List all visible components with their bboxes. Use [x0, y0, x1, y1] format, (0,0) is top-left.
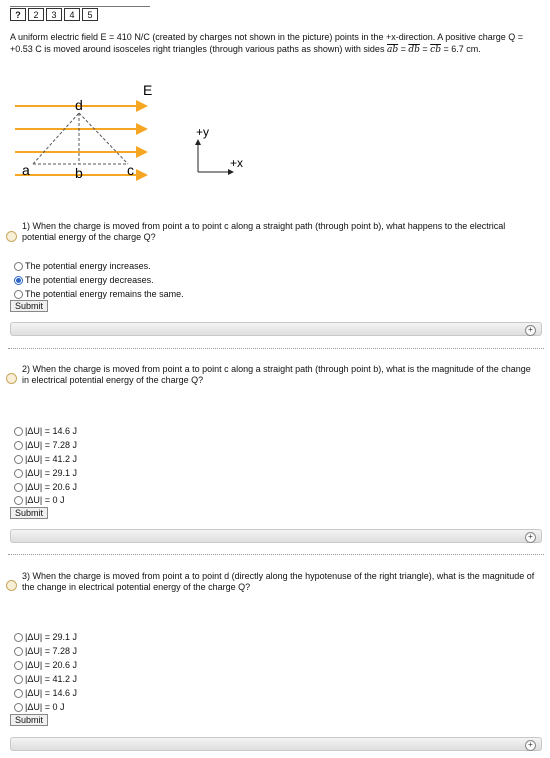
point-b-label: b [75, 165, 83, 181]
option-label: The potential energy remains the same. [25, 289, 184, 299]
radio-button[interactable] [14, 689, 23, 698]
question-status-icon [6, 373, 17, 384]
option-label: |ΔU| = 7.28 J [25, 440, 77, 450]
question-3-prompt: 3) When the charge is moved from point a to point d (directly along the hypotenuse of the right triangle), what is the magnitude of the change in electrical potential energy of the charge Q? [22, 571, 535, 592]
tab-help[interactable]: ? [10, 8, 26, 21]
q3-option-1[interactable] [14, 631, 77, 643]
y-axis-label: +y [196, 125, 210, 139]
option-label: |ΔU| = 14.6 J [25, 688, 77, 698]
top-divider [10, 6, 150, 7]
radio-button[interactable] [14, 661, 23, 670]
radio-button[interactable] [14, 675, 23, 684]
radio-button[interactable] [14, 427, 23, 436]
radio-button[interactable] [14, 483, 23, 492]
option-label: |ΔU| = 0 J [25, 495, 65, 505]
expand-icon[interactable]: + [525, 740, 536, 751]
option-label: |ΔU| = 14.6 J [25, 426, 77, 436]
q2-option-6[interactable] [14, 494, 64, 506]
question-3-text [10, 571, 540, 593]
q3-option-6[interactable] [14, 701, 64, 713]
radio-button[interactable] [14, 455, 23, 464]
question-status-icon [6, 231, 17, 242]
tab-2[interactable]: 2 [28, 8, 44, 21]
radio-button[interactable] [14, 647, 23, 656]
option-label: |ΔU| = 29.1 J [25, 468, 77, 478]
radio-button[interactable] [14, 290, 23, 299]
q2-hint-bar[interactable] [10, 529, 542, 543]
tab-4[interactable]: 4 [64, 8, 80, 21]
point-c-label: c [127, 162, 134, 178]
radio-button[interactable] [14, 633, 23, 642]
q3-option-5[interactable] [14, 687, 77, 699]
option-label: |ΔU| = 41.2 J [25, 674, 77, 684]
equals-sign: = [419, 44, 431, 54]
segment-ab: $\overline{ab}$ [386, 45, 399, 55]
q2-option-2[interactable] [14, 439, 77, 451]
tab-3[interactable]: 3 [46, 8, 62, 21]
section-divider [8, 554, 544, 555]
radio-button[interactable] [14, 703, 23, 712]
question-2-prompt: 2) When the charge is moved from point a to point c along a straight path (through point b), what is the magnitude of the change in electrical potential energy of the charge Q? [22, 364, 531, 385]
tab-5[interactable]: 5 [82, 8, 98, 21]
q3-option-2[interactable] [14, 645, 77, 657]
point-a-label: a [22, 162, 30, 178]
radio-button[interactable] [14, 469, 23, 478]
option-label: The potential energy increases. [25, 261, 151, 271]
q3-submit-button[interactable]: Submit [10, 714, 48, 726]
option-label: |ΔU| = 20.6 J [25, 660, 77, 670]
intro-text-end: = 6.7 cm. [440, 44, 481, 54]
q3-option-3[interactable] [14, 659, 77, 671]
q2-option-5[interactable] [14, 481, 77, 493]
question-1-text [10, 221, 540, 243]
option-label: The potential energy decreases. [25, 275, 154, 285]
q3-hint-bar[interactable] [10, 737, 542, 751]
q2-option-4[interactable] [14, 467, 77, 479]
triangle-side-ad [33, 113, 79, 164]
section-divider [8, 348, 544, 349]
problem-statement [10, 31, 540, 56]
radio-button[interactable] [14, 262, 23, 271]
q2-submit-button[interactable]: Submit [10, 507, 48, 519]
intro-text: A uniform electric field E = 410 N/C (created by charges not shown in the picture) points in the +x-direction. A positive charge Q = +0.53 C is moved around isosceles right triangles (through various paths as shown) with sides [10, 32, 524, 54]
question-2-text [10, 364, 540, 386]
option-label: |ΔU| = 29.1 J [25, 632, 77, 642]
option-label: |ΔU| = 41.2 J [25, 454, 77, 464]
q1-option-1[interactable] [14, 260, 151, 272]
q1-submit-button[interactable]: Submit [10, 300, 48, 312]
q2-option-1[interactable] [14, 425, 77, 437]
q1-option-3[interactable] [14, 288, 184, 300]
x-axis-label: +x [230, 156, 244, 170]
option-label: |ΔU| = 0 J [25, 702, 65, 712]
triangle-side-dc [79, 113, 128, 164]
electric-field-diagram [0, 80, 280, 185]
question-status-icon [6, 580, 17, 591]
field-label: E [143, 82, 153, 98]
expand-icon[interactable]: + [525, 325, 536, 336]
point-d-label: d [75, 97, 83, 113]
question-tabs [10, 8, 100, 21]
expand-icon[interactable]: + [525, 532, 536, 543]
radio-button[interactable] [14, 441, 23, 450]
option-label: |ΔU| = 20.6 J [25, 482, 77, 492]
equals-sign: = [398, 44, 409, 54]
radio-button-selected[interactable] [14, 276, 23, 285]
q3-option-4[interactable] [14, 673, 77, 685]
segment-cb: $\overline{cb}$ [430, 45, 441, 55]
q1-option-2[interactable] [14, 274, 154, 286]
q1-hint-bar[interactable] [10, 322, 542, 336]
option-label: |ΔU| = 7.28 J [25, 646, 77, 656]
segment-db: $\overline{db}$ [408, 45, 420, 55]
q2-option-3[interactable] [14, 453, 77, 465]
question-1-prompt: 1) When the charge is moved from point a to point c along a straight path (through point b), what happens to the electrical potential energy of the charge Q? [22, 221, 506, 242]
radio-button[interactable] [14, 496, 23, 505]
